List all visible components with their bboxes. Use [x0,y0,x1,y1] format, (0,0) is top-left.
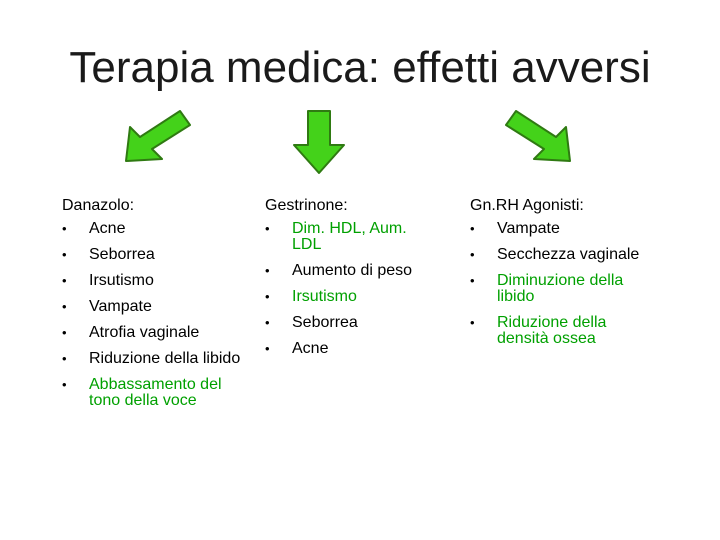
list-item-text: Diminuzione della libido [497,272,624,305]
arrow-down-icon [290,107,348,177]
list-item [265,221,440,253]
list-item [265,289,440,305]
bullet-icon: • [62,299,67,314]
column-gnrh-agonisti [470,195,650,357]
bullet-icon: • [265,341,270,356]
column-heading: Gn.RH Agonisti: [470,197,584,214]
list-item [62,299,252,315]
bullet-icon: • [470,273,475,288]
list-item-text: Acne [292,340,329,357]
column-gestrinone [265,195,440,367]
list-item-text: Irsutismo [292,288,357,305]
bullet-icon: • [62,377,67,392]
list-item [62,273,252,289]
list-item-text: Atrofia vaginale [89,324,200,341]
bullet-icon: • [62,221,67,236]
list-item [62,351,252,367]
list-item [470,247,650,263]
bullet-icon: • [470,315,475,330]
bullet-icon: • [265,221,270,236]
list-item-text: Vampate [89,298,152,315]
slide-title: Terapia medica: effetti avversi [69,43,651,92]
list-item-text: Irsutismo [89,272,154,289]
list-item [470,315,650,347]
list-item [62,377,252,409]
list-item-text: Seborrea [292,314,358,331]
column-danazolo [62,195,252,419]
list-item [62,221,252,237]
list-item [265,315,440,331]
bullet-icon: • [470,247,475,262]
list-item-text: Dim. HDL, Aum. LDL [292,220,407,253]
list-item-text: Acne [89,220,126,237]
bullet-icon: • [265,263,270,278]
bullet-list [470,221,650,347]
list-item [470,221,650,237]
list-item-text: Seborrea [89,246,155,263]
list-item [265,341,440,357]
bullet-icon: • [62,247,67,262]
column-heading: Gestrinone: [265,197,348,214]
list-item [470,273,650,305]
arrow-down-left-icon [118,107,196,169]
arrow-down-right-icon [500,107,578,169]
bullet-list [265,221,440,357]
list-item-text: Riduzione della densità ossea [497,314,607,347]
bullet-list [62,221,252,409]
list-item-text: Aumento di peso [292,262,413,279]
bullet-icon: • [62,273,67,288]
list-item [62,247,252,263]
column-heading: Danazolo: [62,197,135,214]
bullet-icon: • [265,315,270,330]
list-item [62,325,252,341]
bullet-icon: • [265,289,270,304]
bullet-icon: • [62,325,67,340]
list-item-text: Riduzione della libido [89,350,241,367]
bullet-icon: • [470,221,475,236]
list-item [265,263,440,279]
list-item-text: Vampate [497,220,560,237]
bullet-icon: • [62,351,67,366]
list-item-text: Abbassamento del tono della voce [89,376,222,409]
list-item-text: Secchezza vaginale [497,246,640,263]
